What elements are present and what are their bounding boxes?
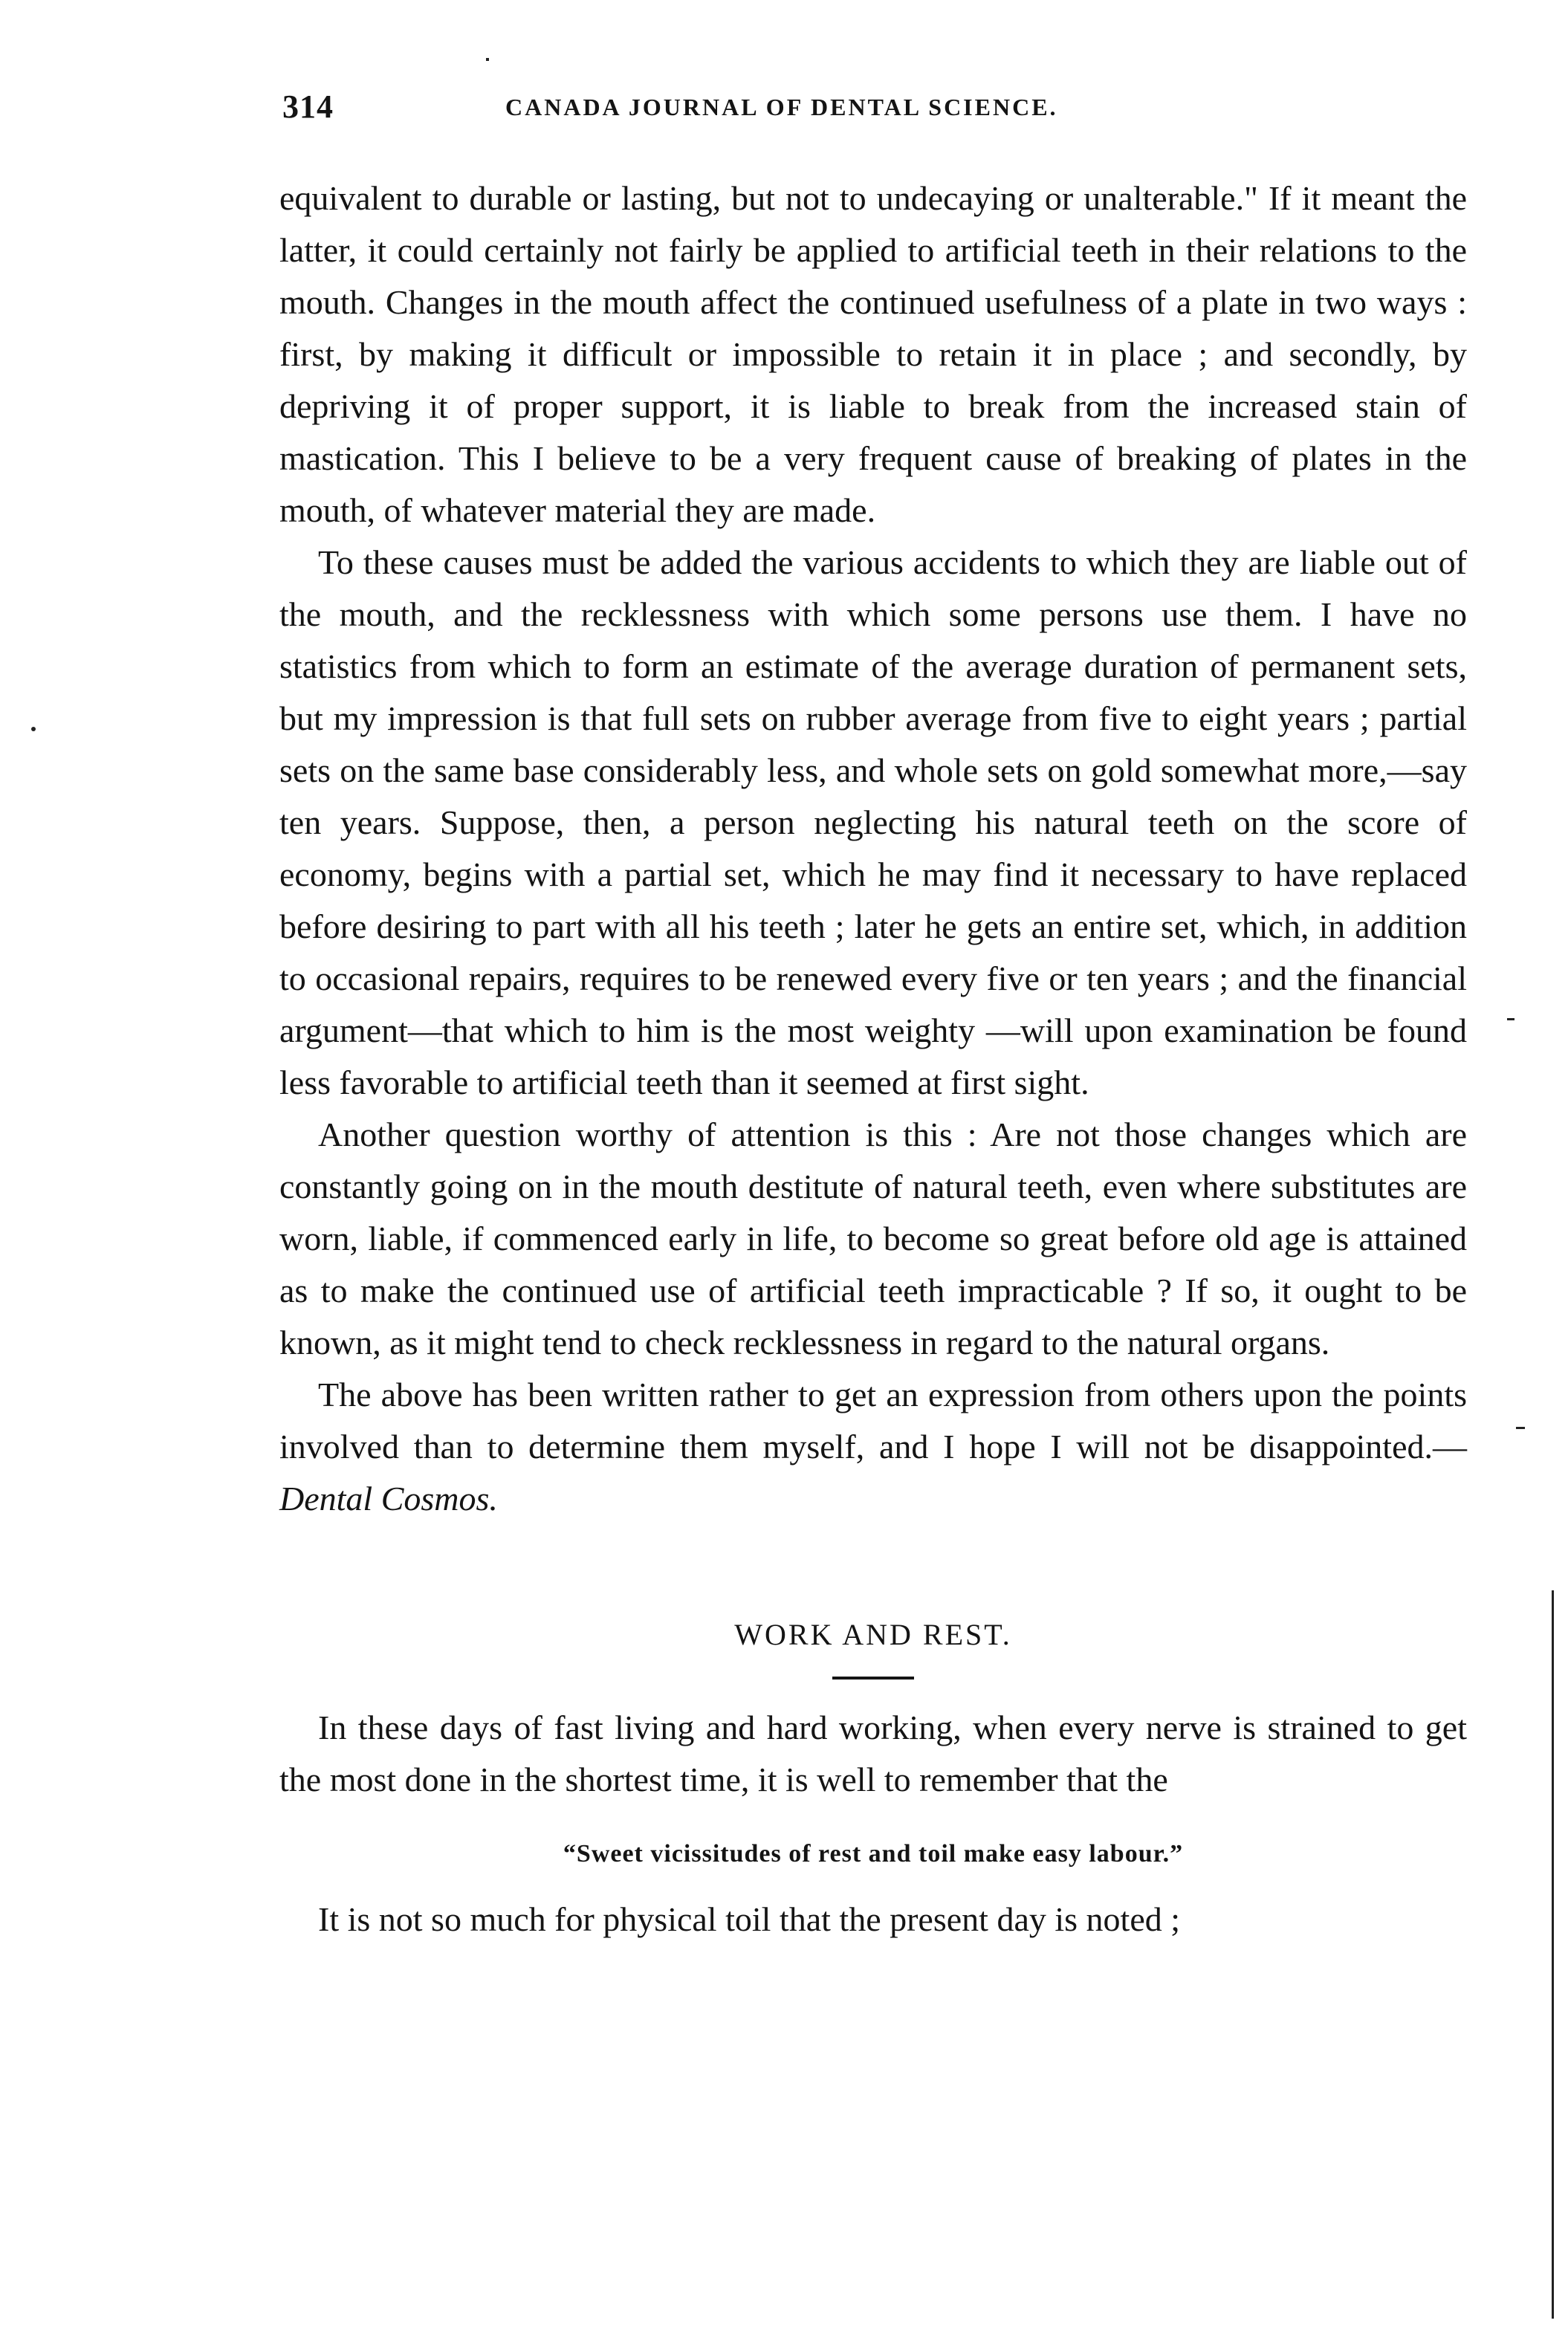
source-citation: Dental Cosmos. (279, 1480, 498, 1518)
closing-text: The above has been written rather to get an expression from others upon the points involved than to determine them myself, and I hope I will not be disappointed.— (279, 1376, 1467, 1465)
paragraph-question: Another question worthy of attention is this : Are not those changes which are constantly going on in the mouth destitute of natural teeth, even where substitutes are worn, liable, if commenced early in life, to become so great before old age is attained as to make the continued use of artificial teeth impracticable ? If so, it ought to be known, as it might tend to check recklessness in regard to the natural organs. (279, 1115, 1467, 1361)
section-title: WORK AND REST. (734, 1618, 1012, 1651)
page-number: 314 (282, 88, 334, 125)
paragraph-closing (279, 1369, 1467, 1525)
title-rule (832, 1677, 914, 1680)
margin-mark-right-2 (1516, 1427, 1525, 1429)
article-body (279, 172, 1467, 1946)
margin-mark-left (31, 727, 36, 731)
paragraph-duration: To these causes must be added the various accidents to which they are liable out of the mouth, and the recklessness with which some persons use them. I have no statistics from which to form an estimate of the average duration of permanent sets, but my impression is that full sets on rubber average from five to eight years ; partial sets on the same base considerably less, and whole sets on gold somewhat more,—say ten years. Suppose, then, a person neglecting his natural teeth on the score of economy, begins with a partial set, which he may find it necessary to have replaced before desiring to part with all his teeth ; later he gets an entire set, which, in addition to occasional repairs, requires to be renewed every five or ten years ; and the financial argument—that which to him is the most weighty —will upon examination be found less favorable to artificial teeth than it seemed at first sight. (279, 543, 1467, 1101)
margin-mark-right-1 (1507, 1018, 1514, 1020)
paragraph-continuation: equivalent to durable or lasting, but not to undecaying or unalterable." If it meant the latter, it could certainly not fairly be applied to artificial teeth in their relations to the mouth. Changes in the mouth affect the continued usefulness of a plate in two ways : first, by making it difficult or impossible to retain it in place ; and secondly, by depriving it of proper support, it is liable to break from the increased stain of mastication. This I believe to be a very frequent cause of breaking of plates in the mouth, of whatever material they are made. (279, 179, 1467, 529)
running-title: CANADA JOURNAL OF DENTAL SCIENCE. (505, 94, 1058, 120)
margin-mark-top (486, 58, 489, 61)
page-header (282, 88, 1464, 140)
epigraph-quote: “Sweet vicissitudes of rest and toil make easy labour.” (563, 1840, 1184, 1868)
margin-rule-right (1552, 1590, 1554, 2319)
section-intro: In these days of fast living and hard working, when every nerve is strained to get the most done in the shortest time, it is well to remember that the (279, 1708, 1467, 1798)
section-continuation: It is not so much for physical toil that the present day is noted ; (318, 1900, 1181, 1938)
